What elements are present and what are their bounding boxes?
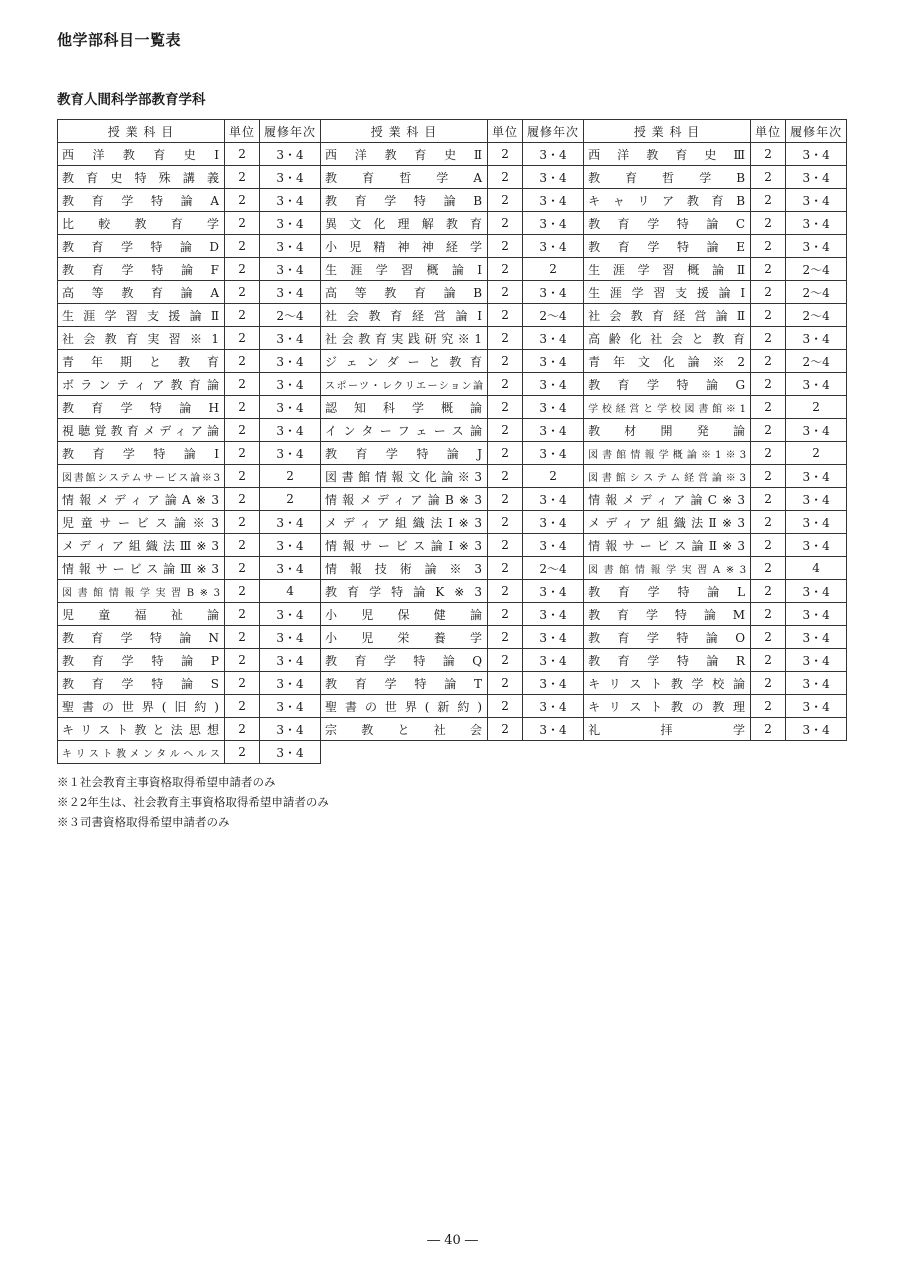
header-course-name: 授 業 科 目 (584, 120, 751, 143)
year-cell: 3・4 (523, 534, 584, 557)
units-cell: 2 (751, 212, 786, 235)
course-name-cell: 生涯学習支援論Ⅱ (58, 304, 225, 327)
empty-cell (321, 741, 488, 764)
units-cell: 2 (488, 419, 523, 442)
units-cell: 2 (751, 189, 786, 212)
header-units: 単位 (488, 120, 523, 143)
year-cell: 3・4 (786, 327, 847, 350)
units-cell: 2 (225, 741, 260, 764)
year-cell: 3・4 (523, 281, 584, 304)
course-name-cell: 教育学特論P (58, 649, 225, 672)
units-cell: 2 (751, 488, 786, 511)
course-name-cell: 教育学特論A (58, 189, 225, 212)
table-row (58, 166, 847, 189)
units-cell: 2 (488, 718, 523, 741)
units-cell: 2 (225, 258, 260, 281)
table-row (58, 695, 847, 718)
course-name-cell: 教育学特論H (58, 396, 225, 419)
year-cell: 3・4 (260, 396, 321, 419)
year-cell: 2 (260, 465, 321, 488)
year-cell: 3・4 (523, 718, 584, 741)
year-cell: 3・4 (523, 235, 584, 258)
course-name-cell: 教育学特論G (584, 373, 751, 396)
units-cell: 2 (488, 534, 523, 557)
units-cell: 2 (225, 649, 260, 672)
course-name-cell: 教育学特論O (584, 626, 751, 649)
units-cell: 2 (488, 511, 523, 534)
units-cell: 2 (751, 327, 786, 350)
course-name-cell: 図書館システムサービス論※3 (58, 465, 225, 488)
units-cell: 2 (225, 465, 260, 488)
units-cell: 2 (488, 603, 523, 626)
course-name-cell: キリスト教の教理 (584, 695, 751, 718)
year-cell: 3・4 (260, 166, 321, 189)
course-name-cell: 小児精神神経学 (321, 235, 488, 258)
year-cell: 3・4 (786, 718, 847, 741)
course-name-cell: 教育学特論N (58, 626, 225, 649)
course-name-cell: 教育学特論M (584, 603, 751, 626)
year-cell: 3・4 (260, 557, 321, 580)
year-cell: 3・4 (523, 672, 584, 695)
units-cell: 2 (488, 649, 523, 672)
units-cell: 2 (488, 557, 523, 580)
year-cell: 3・4 (260, 672, 321, 695)
year-cell: 3・4 (523, 603, 584, 626)
table-row (58, 350, 847, 373)
header-units: 単位 (751, 120, 786, 143)
course-name-cell: 情報メディア論A※3 (58, 488, 225, 511)
units-cell: 2 (225, 304, 260, 327)
year-cell: 3・4 (523, 488, 584, 511)
page-number: ― 40 ― (427, 1233, 478, 1248)
year-cell: 3・4 (260, 258, 321, 281)
course-name-cell: 児童サービス論※3 (58, 511, 225, 534)
year-cell: 2〜4 (260, 304, 321, 327)
units-cell: 2 (488, 580, 523, 603)
course-name-cell: 生涯学習支援論Ⅰ (584, 281, 751, 304)
units-cell: 2 (751, 672, 786, 695)
empty-cell (751, 741, 786, 764)
year-cell: 3・4 (260, 419, 321, 442)
year-cell: 3・4 (523, 189, 584, 212)
year-cell: 2〜4 (786, 281, 847, 304)
table-row (58, 488, 847, 511)
table-row (58, 143, 847, 166)
units-cell: 2 (225, 626, 260, 649)
year-cell: 3・4 (786, 419, 847, 442)
header-year: 履修年次 (260, 120, 321, 143)
units-cell: 2 (488, 258, 523, 281)
year-cell: 4 (786, 557, 847, 580)
year-cell: 3・4 (260, 534, 321, 557)
course-name-cell: 情報メディア論B※3 (321, 488, 488, 511)
course-name-cell: 情報サービス論Ⅲ※3 (58, 557, 225, 580)
units-cell: 2 (751, 419, 786, 442)
units-cell: 2 (225, 327, 260, 350)
table-row (58, 672, 847, 695)
units-cell: 2 (751, 534, 786, 557)
course-name-cell: 情報サービス論Ⅱ※3 (584, 534, 751, 557)
course-name-cell: 聖書の世界(旧約) (58, 695, 225, 718)
table-row (58, 304, 847, 327)
year-cell: 3・4 (786, 189, 847, 212)
year-cell: 2 (523, 258, 584, 281)
units-cell: 2 (488, 695, 523, 718)
year-cell: 2 (260, 488, 321, 511)
units-cell: 2 (488, 166, 523, 189)
course-name-cell: 教育学特論K※3 (321, 580, 488, 603)
year-cell: 3・4 (786, 603, 847, 626)
year-cell: 3・4 (523, 327, 584, 350)
course-name-cell: メディア組織法Ⅰ※3 (321, 511, 488, 534)
units-cell: 2 (751, 304, 786, 327)
empty-cell (584, 741, 751, 764)
header-units: 単位 (225, 120, 260, 143)
course-name-cell: 社会教育経営論Ⅱ (584, 304, 751, 327)
course-name-cell: メディア組織法Ⅱ※3 (584, 511, 751, 534)
course-name-cell: 情報技術論※3 (321, 557, 488, 580)
table-row (58, 511, 847, 534)
course-name-cell: 教育哲学A (321, 166, 488, 189)
table-row (58, 442, 847, 465)
course-name-cell: 図書館情報学概論※1※3 (584, 442, 751, 465)
year-cell: 2〜4 (523, 304, 584, 327)
year-cell: 3・4 (786, 488, 847, 511)
year-cell: 3・4 (523, 212, 584, 235)
year-cell: 3・4 (786, 465, 847, 488)
course-name-cell: インターフェース論 (321, 419, 488, 442)
units-cell: 2 (225, 212, 260, 235)
year-cell: 3・4 (786, 166, 847, 189)
year-cell: 3・4 (786, 649, 847, 672)
course-name-cell: キリスト教メンタルヘルス (58, 741, 225, 764)
year-cell: 3・4 (523, 626, 584, 649)
course-name-cell: スポーツ・レクリエーション論 (321, 373, 488, 396)
header-course-name: 授 業 科 目 (58, 120, 225, 143)
course-name-cell: 図書館情報学実習B※3 (58, 580, 225, 603)
course-name-cell: 教育史特殊講義 (58, 166, 225, 189)
year-cell: 3・4 (786, 672, 847, 695)
year-cell: 3・4 (786, 212, 847, 235)
units-cell: 2 (488, 189, 523, 212)
year-cell: 3・4 (523, 695, 584, 718)
units-cell: 2 (488, 672, 523, 695)
course-name-cell: 比較教育学 (58, 212, 225, 235)
table-row (58, 718, 847, 741)
year-cell: 3・4 (523, 166, 584, 189)
year-cell: 3・4 (260, 626, 321, 649)
units-cell: 2 (488, 212, 523, 235)
year-cell: 3・4 (786, 626, 847, 649)
units-cell: 2 (225, 580, 260, 603)
course-table-body (58, 143, 847, 764)
course-name-cell: 異文化理解教育 (321, 212, 488, 235)
header-year: 履修年次 (786, 120, 847, 143)
year-cell: 2〜4 (786, 258, 847, 281)
units-cell: 2 (225, 373, 260, 396)
units-cell: 2 (488, 373, 523, 396)
year-cell: 3・4 (786, 695, 847, 718)
empty-cell (523, 741, 584, 764)
year-cell: 3・4 (786, 511, 847, 534)
units-cell: 2 (751, 557, 786, 580)
course-name-cell: 社会教育経営論Ⅰ (321, 304, 488, 327)
course-name-cell: 図書館情報文化論※3 (321, 465, 488, 488)
units-cell: 2 (225, 534, 260, 557)
year-cell: 3・4 (260, 442, 321, 465)
year-cell: 3・4 (786, 534, 847, 557)
units-cell: 2 (225, 350, 260, 373)
course-name-cell: 教育哲学B (584, 166, 751, 189)
course-name-cell: キャリア教育B (584, 189, 751, 212)
year-cell: 3・4 (260, 373, 321, 396)
units-cell: 2 (225, 143, 260, 166)
table-row (58, 603, 847, 626)
units-cell: 2 (225, 672, 260, 695)
units-cell: 2 (751, 281, 786, 304)
course-name-cell: 教育学特論I (58, 442, 225, 465)
course-name-cell: 児童福祉論 (58, 603, 225, 626)
year-cell: 3・4 (523, 580, 584, 603)
year-cell: 3・4 (523, 442, 584, 465)
table-row (58, 534, 847, 557)
year-cell: 3・4 (786, 373, 847, 396)
course-name-cell: 教材開発論 (584, 419, 751, 442)
year-cell: 3・4 (260, 603, 321, 626)
table-row (58, 419, 847, 442)
course-name-cell: 図書館システム経営論※3 (584, 465, 751, 488)
course-name-cell: 教育学特論S (58, 672, 225, 695)
course-name-cell: 学校経営と学校図書館※1 (584, 396, 751, 419)
course-name-cell: 教育学特論D (58, 235, 225, 258)
table-row (58, 281, 847, 304)
year-cell: 2 (523, 465, 584, 488)
year-cell: 3・4 (260, 189, 321, 212)
year-cell: 3・4 (260, 350, 321, 373)
course-name-cell: 教育学特論J (321, 442, 488, 465)
year-cell: 3・4 (260, 511, 321, 534)
course-name-cell: 青年期と教育 (58, 350, 225, 373)
course-name-cell: 宗教と社会 (321, 718, 488, 741)
year-cell: 3・4 (260, 695, 321, 718)
page-title: 他学部科目一覧表 (57, 31, 182, 49)
year-cell: 3・4 (523, 649, 584, 672)
units-cell: 2 (751, 373, 786, 396)
units-cell: 2 (751, 258, 786, 281)
course-name-cell: 生涯学習概論Ⅱ (584, 258, 751, 281)
table-row (58, 258, 847, 281)
units-cell: 2 (488, 465, 523, 488)
header-course-name: 授 業 科 目 (321, 120, 488, 143)
units-cell: 2 (751, 626, 786, 649)
year-cell: 3・4 (260, 327, 321, 350)
footnote: ※２2年生は、社会教育主事資格取得希望申請者のみ (57, 795, 329, 809)
table-row (58, 626, 847, 649)
year-cell: 3・4 (523, 419, 584, 442)
units-cell: 2 (225, 511, 260, 534)
table-row (58, 741, 847, 764)
table-row (58, 396, 847, 419)
year-cell: 3・4 (786, 143, 847, 166)
units-cell: 2 (751, 396, 786, 419)
units-cell: 2 (751, 166, 786, 189)
table-row (58, 557, 847, 580)
units-cell: 2 (225, 281, 260, 304)
course-name-cell: 教育学特論C (584, 212, 751, 235)
course-name-cell: 礼拝学 (584, 718, 751, 741)
units-cell: 2 (225, 603, 260, 626)
course-name-cell: 社会教育実践研究※1 (321, 327, 488, 350)
footnote: ※３司書資格取得希望申請者のみ (57, 815, 230, 829)
course-name-cell: 教育学特論E (584, 235, 751, 258)
course-name-cell: 教育学特論T (321, 672, 488, 695)
course-name-cell: 情報メディア論C※3 (584, 488, 751, 511)
course-name-cell: 教育学特論L (584, 580, 751, 603)
course-name-cell: 視聴覚教育メディア論 (58, 419, 225, 442)
course-name-cell: 教育学特論B (321, 189, 488, 212)
table-row (58, 189, 847, 212)
year-cell: 3・4 (786, 235, 847, 258)
course-name-cell: 高齢化社会と教育 (584, 327, 751, 350)
course-table (57, 119, 847, 764)
empty-cell (786, 741, 847, 764)
table-row (58, 235, 847, 258)
course-name-cell: キリスト教学校論 (584, 672, 751, 695)
table-row (58, 327, 847, 350)
course-name-cell: 青年文化論※2 (584, 350, 751, 373)
units-cell: 2 (751, 649, 786, 672)
year-cell: 3・4 (260, 143, 321, 166)
course-name-cell: 情報サービス論Ⅰ※3 (321, 534, 488, 557)
units-cell: 2 (488, 488, 523, 511)
units-cell: 2 (225, 488, 260, 511)
course-name-cell: 社会教育実習※1 (58, 327, 225, 350)
year-cell: 2〜4 (786, 350, 847, 373)
course-name-cell: 教育学特論R (584, 649, 751, 672)
units-cell: 2 (488, 281, 523, 304)
course-name-cell: ボランティア教育論 (58, 373, 225, 396)
units-cell: 2 (225, 396, 260, 419)
table-row (58, 212, 847, 235)
course-name-cell: キリスト教と法思想 (58, 718, 225, 741)
units-cell: 2 (225, 235, 260, 258)
units-cell: 2 (488, 442, 523, 465)
units-cell: 2 (488, 327, 523, 350)
year-cell: 3・4 (523, 350, 584, 373)
year-cell: 3・4 (260, 281, 321, 304)
course-name-cell: 西洋教育史Ⅲ (584, 143, 751, 166)
units-cell: 2 (225, 695, 260, 718)
year-cell: 3・4 (260, 212, 321, 235)
year-cell: 3・4 (786, 580, 847, 603)
header-year: 履修年次 (523, 120, 584, 143)
year-cell: 3・4 (260, 235, 321, 258)
units-cell: 2 (751, 603, 786, 626)
course-name-cell: メディア組織法Ⅲ※3 (58, 534, 225, 557)
year-cell: 3・4 (260, 649, 321, 672)
units-cell: 2 (751, 442, 786, 465)
course-name-cell: 西洋教育史Ⅰ (58, 143, 225, 166)
units-cell: 2 (488, 626, 523, 649)
course-name-cell: 小児栄養学 (321, 626, 488, 649)
units-cell: 2 (225, 419, 260, 442)
units-cell: 2 (488, 396, 523, 419)
footnote: ※１社会教育主事資格取得希望申請者のみ (57, 775, 276, 789)
course-name-cell: 認知科学概論 (321, 396, 488, 419)
year-cell: 2 (786, 442, 847, 465)
year-cell: 2〜4 (523, 557, 584, 580)
units-cell: 2 (488, 350, 523, 373)
year-cell: 3・4 (523, 396, 584, 419)
units-cell: 2 (751, 718, 786, 741)
table-row (58, 465, 847, 488)
year-cell: 2 (786, 396, 847, 419)
course-name-cell: 教育学特論Q (321, 649, 488, 672)
course-name-cell: 小児保健論 (321, 603, 488, 626)
year-cell: 3・4 (523, 373, 584, 396)
course-name-cell: 聖書の世界(新約) (321, 695, 488, 718)
empty-cell (488, 741, 523, 764)
units-cell: 2 (488, 143, 523, 166)
year-cell: 4 (260, 580, 321, 603)
units-cell: 2 (488, 235, 523, 258)
units-cell: 2 (488, 304, 523, 327)
units-cell: 2 (225, 166, 260, 189)
course-name-cell: 高等教育論A (58, 281, 225, 304)
units-cell: 2 (225, 718, 260, 741)
course-name-cell: 教育学特論F (58, 258, 225, 281)
table-row (58, 580, 847, 603)
units-cell: 2 (751, 143, 786, 166)
course-name-cell: 西洋教育史Ⅱ (321, 143, 488, 166)
course-name-cell: 高等教育論B (321, 281, 488, 304)
year-cell: 2〜4 (786, 304, 847, 327)
course-name-cell: 生涯学習概論Ⅰ (321, 258, 488, 281)
units-cell: 2 (751, 511, 786, 534)
table-row (58, 649, 847, 672)
section-title: 教育人間科学部教育学科 (57, 92, 206, 108)
course-name-cell: ジェンダーと教育 (321, 350, 488, 373)
units-cell: 2 (225, 189, 260, 212)
year-cell: 3・4 (523, 143, 584, 166)
table-row (58, 373, 847, 396)
units-cell: 2 (751, 350, 786, 373)
units-cell: 2 (225, 442, 260, 465)
units-cell: 2 (751, 580, 786, 603)
units-cell: 2 (225, 557, 260, 580)
table-header-row (58, 120, 847, 143)
units-cell: 2 (751, 695, 786, 718)
footnotes (57, 772, 329, 832)
year-cell: 3・4 (260, 718, 321, 741)
year-cell: 3・4 (523, 511, 584, 534)
course-name-cell: 図書館情報学実習A※3 (584, 557, 751, 580)
units-cell: 2 (751, 235, 786, 258)
units-cell: 2 (751, 465, 786, 488)
year-cell: 3・4 (260, 741, 321, 764)
